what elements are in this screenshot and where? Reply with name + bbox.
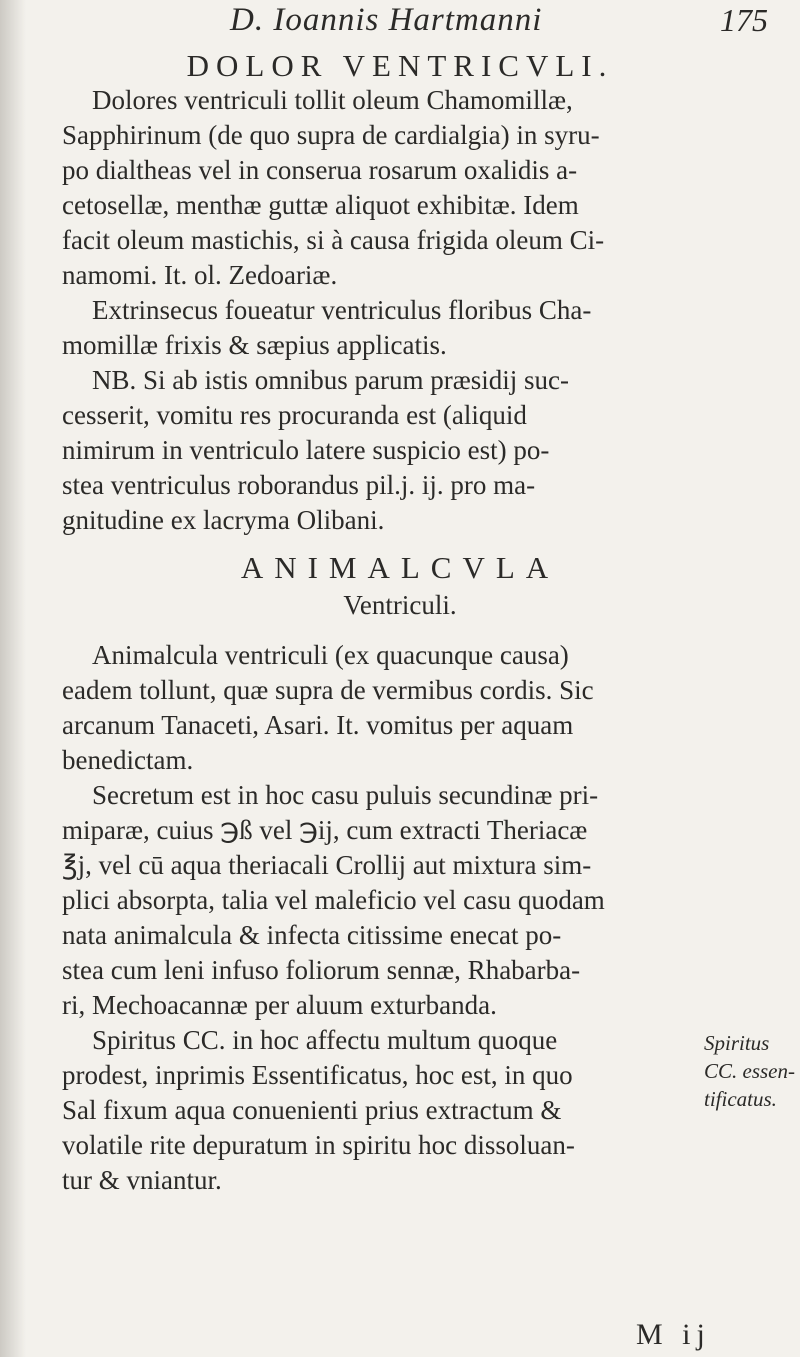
text-line: po dialtheas vel in conserua rosarum oxalidis a- (62, 155, 578, 185)
margin-note: tificatus. (704, 1087, 777, 1111)
text-line: Secretum est in hoc casu puluis secundinæ pri- (92, 780, 599, 810)
text-line: eadem tollunt, quæ supra de vermibus cordis. Sic (62, 675, 594, 705)
text-line: stea ventriculus roborandus pil.j. ij. pro ma- (62, 470, 536, 500)
text-line: benedictam. (62, 745, 194, 775)
text-line: Animalcula ventriculi (ex quacunque causa) (92, 640, 569, 670)
text-line: NB. Si ab istis omnibus parum præsidij suc- (92, 365, 570, 395)
margin-note: Spiritus (704, 1031, 770, 1055)
section-title-animalcula: ANIMALCVLA (240, 550, 560, 585)
text-line: Extrinsecus foueatur ventriculus floribus Cha- (92, 295, 592, 325)
text-line: miparæ, cuius ℈ß vel ℈ij, cum extracti Theriacæ (62, 815, 588, 845)
text-line: Sal fixum aqua conuenienti prius extractum & (62, 1095, 562, 1125)
text-line: volatile rite depuratum in spiritu hoc dissoluan- (62, 1130, 575, 1160)
text-line: nimirum in ventriculo latere suspicio est) po- (62, 435, 550, 465)
text-line: plici absorpta, talia vel maleficio vel casu quodam (62, 885, 605, 915)
text-line: gnitudine ex lacryma Olibani. (62, 505, 385, 535)
text-line: ℥j, vel cū aqua theriacali Crollij aut mixtura sim- (62, 850, 592, 880)
text-line: tur & vniantur. (62, 1165, 222, 1195)
text-line: arcanum Tanaceti, Asari. It. vomitus per aquam (62, 710, 574, 740)
text-line: prodest, inprimis Essentificatus, hoc est, in quo (62, 1060, 573, 1090)
running-title: D. Ioannis Hartmanni (230, 2, 543, 38)
text-line: cetosellæ, menthæ guttæ aliquot exhibitæ. Idem (62, 190, 579, 220)
text-line: cesserit, vomitu res procuranda est (aliquid (62, 400, 527, 430)
page-edge-shadow (0, 0, 26, 1357)
margin-note: CC. essen- (704, 1059, 795, 1083)
page-header (230, 2, 790, 46)
text-line: facit oleum mastichis, si à causa frigida oleum Ci- (62, 225, 605, 255)
section-subtitle: Ventriculi. (343, 590, 457, 620)
text-line: stea cum leni infuso foliorum sennæ, Rhabarba- (62, 955, 581, 985)
text-line: nata animalcula & infecta citissime enecat po- (62, 920, 562, 950)
text-line: momillæ frixis & sæpius applicatis. (62, 330, 447, 360)
text-line: Spiritus CC. in hoc affectu multum quoque (92, 1025, 558, 1055)
text-line: namomi. It. ol. Zedoariæ. (62, 260, 338, 290)
signature-mark: M ij (636, 1318, 711, 1351)
section-title-dolor: DOLOR VENTRICVLI. (186, 48, 614, 83)
page-number: 175 (720, 2, 768, 38)
text-line: ri, Mechoacannæ per aluum exturbanda. (62, 990, 497, 1020)
text-line: Dolores ventriculi tollit oleum Chamomillæ, (92, 85, 573, 115)
text-line: Sapphirinum (de quo supra de cardialgia) in syru- (62, 120, 600, 150)
